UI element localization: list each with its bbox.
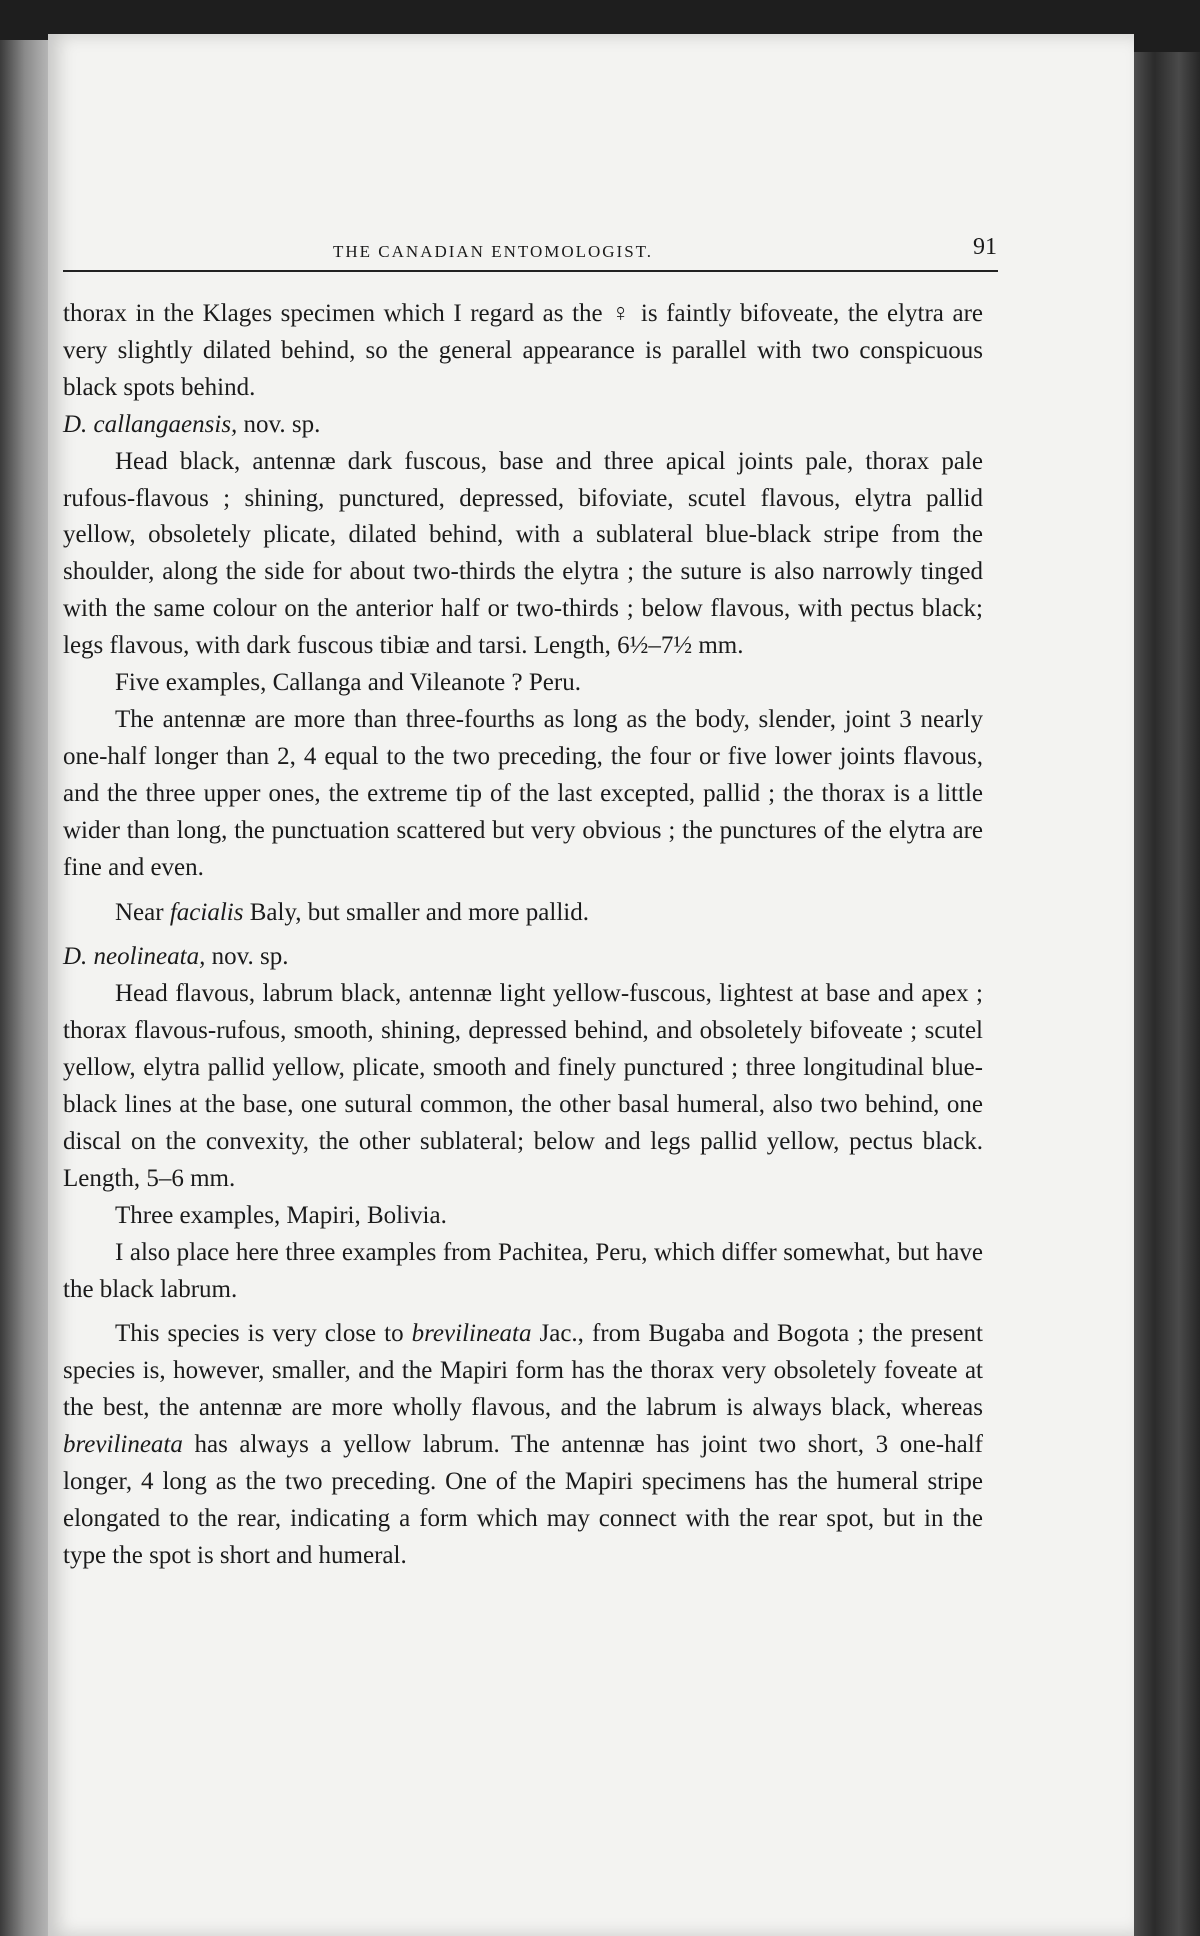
comparison-species: facialis	[169, 898, 244, 926]
species-heading-neolineata	[63, 939, 983, 976]
comparison-post: Baly, but smaller and more pallid.	[243, 898, 589, 926]
notes-paragraph: The antennæ are more than three-fourths as long as the body, slender, joint 3 nearly one-half longer than 2, 4 equal to the two preceding, the four or five lower joints flavous, and the three upper ones, the extreme tip of the last excepted, pallid ; the thorax is a little wider than long, the punctuation scattered but very obvious ; the punctures of the elytra are fine and even.	[63, 705, 983, 881]
discussion-species: brevilineata	[411, 1320, 532, 1348]
locality-paragraph: Five examples, Callanga and Vileanote ? Peru.	[115, 669, 581, 697]
header-rule	[63, 270, 998, 272]
species-status: nov. sp.	[205, 943, 289, 971]
body-text	[63, 296, 983, 1575]
locality-paragraph: Three examples, Mapiri, Bolivia.	[115, 1201, 447, 1229]
notes-paragraph: I also place here three examples from Pachitea, Peru, which differ somewhat, but have the black labrum.	[63, 1238, 983, 1303]
page-header	[68, 204, 1028, 261]
discussion-text: Jac., from Bugaba and Bogota ; the present species is, however, smaller, and the Mapiri form has the thorax very obsoletely foveate at the best, the antennæ are more wholly flavous, and the labrum is always black, whereas	[63, 1320, 983, 1422]
page-number: 91	[973, 234, 997, 260]
description-paragraph: Head black, antennæ dark fuscous, base and three apical joints pale, thorax pale rufous-flavous ; shining, punctured, depressed, bifoviate, scutel flavous, elytra pallid yellow, obsoletely plicate, dilated behind, with a sublateral blue-black stripe from the shoulder, along the side for about two-thirds the elytra ; the suture is also narrowly tinged with the same colour on the anterior half or two-thirds ; below flavous, with pectus black; legs flavous, with dark fuscous tibiæ and tarsi. Length, 6½–7½ mm.	[63, 447, 983, 660]
species-status: nov. sp.	[237, 410, 321, 438]
species-name: D. neolineata,	[63, 943, 206, 971]
running-title: THE CANADIAN ENTOMOLOGIST.	[333, 242, 654, 261]
book-spine-edge	[1130, 52, 1200, 1936]
species-name: D. callangaensis,	[63, 410, 238, 438]
description-paragraph: Head flavous, labrum black, antennæ light yellow-fuscous, lightest at base and apex ; thorax flavous-rufous, smooth, shining, depressed behind, and obsoletely bifoveate ; scutel yellow, elytra pallid yellow, plicate, smooth and finely punctured ; three longitudinal blue-black lines at the base, one sutural common, the other basal humeral, also two behind, one discal on the convexity, the other sublateral; below and legs pallid yellow, pectus black. Length, 5–6 mm.	[63, 980, 983, 1192]
paragraph-continuation: thorax in the Klages specimen which I regard as the ♀ is faintly bifoveate, the elytra are very slightly dilated behind, so the general appearance is parallel with two conspicuous black spots behind.	[63, 300, 983, 401]
comparison-pre: Near	[115, 898, 170, 926]
book-page	[48, 34, 1134, 1936]
discussion-species: brevilineata	[63, 1431, 183, 1459]
discussion-paragraph	[63, 1316, 983, 1574]
discussion-text: has always a yellow labrum. The antennæ has joint two short, 3 one-half longer, 4 long as the two preceding. One of the Mapiri specimens has the humeral stripe elongated to the rear, indicating a form which may connect with the rear spot, but in the type the spot is short and humeral.	[63, 1431, 983, 1569]
species-heading-callangaensis	[63, 407, 983, 444]
discussion-text: This species is very close to	[115, 1320, 412, 1348]
comparison-paragraph	[63, 895, 983, 932]
